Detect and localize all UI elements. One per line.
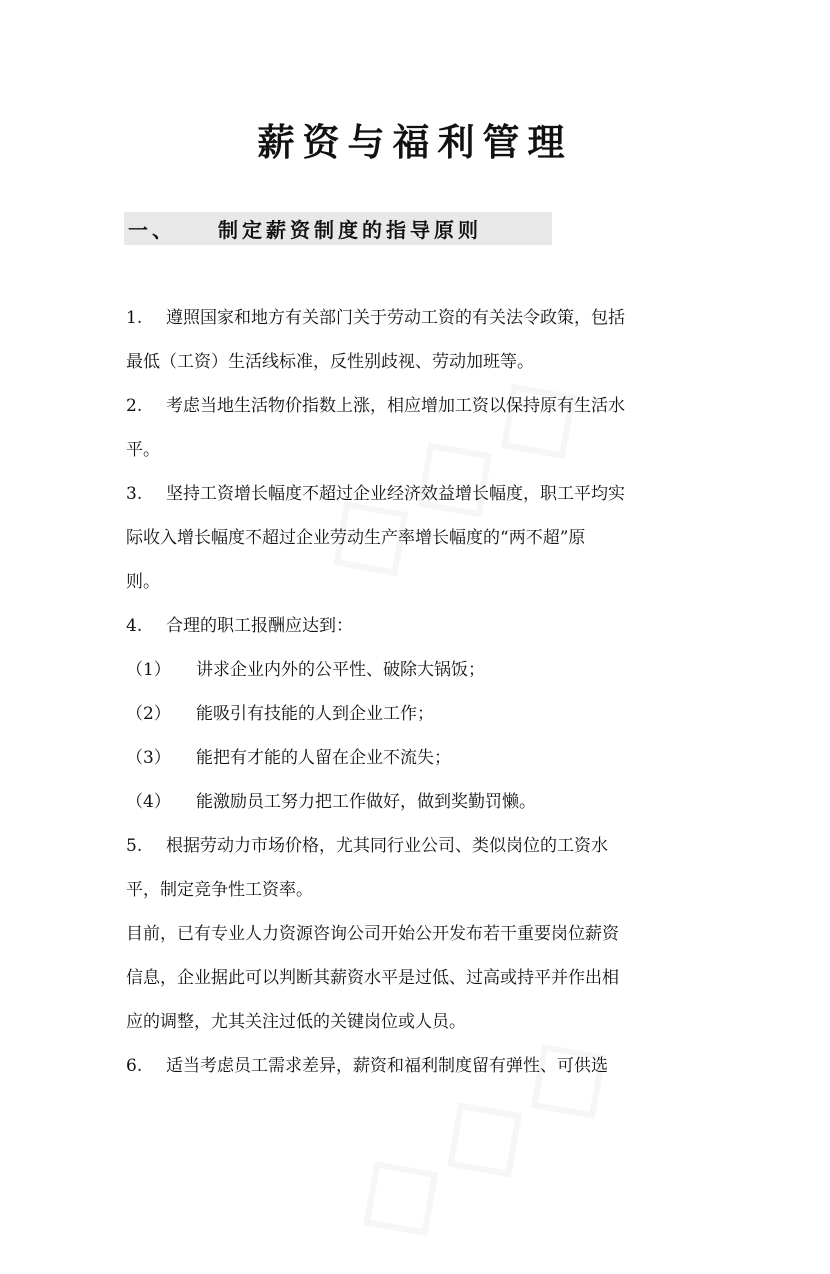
subitem-number: （1） bbox=[126, 660, 171, 680]
item-number: 6. bbox=[126, 1056, 143, 1076]
paragraph-line: 信息，企业据此可以判断其薪资水平是过低、过高或持平并作出相 bbox=[126, 968, 619, 988]
subitem-number: （2） bbox=[126, 704, 171, 724]
item-text: 坚持工资增长幅度不超过企业经济效益增长幅度，职工平均实 bbox=[166, 484, 625, 504]
list-item bbox=[126, 824, 696, 868]
item-number: 1. bbox=[126, 308, 143, 328]
list-item bbox=[126, 296, 696, 340]
list-item bbox=[126, 472, 696, 516]
subitem-text: 能吸引有技能的人到企业工作； bbox=[196, 704, 434, 724]
subitem-number: （3） bbox=[126, 748, 171, 768]
item-text: 合理的职工报酬应达到： bbox=[166, 616, 353, 636]
item-number: 2. bbox=[126, 396, 143, 416]
item-text: 根据劳动力市场价格，尤其同行业公司、类似岗位的工资水 bbox=[166, 836, 608, 856]
subitem-text: 能激励员工努力把工作做好，做到奖勤罚懒。 bbox=[196, 792, 536, 812]
document-body bbox=[126, 296, 696, 1088]
item-text: 遵照国家和地方有关部门关于劳动工资的有关法令政策，包括 bbox=[166, 308, 625, 328]
list-item bbox=[126, 384, 696, 428]
list-item bbox=[126, 1044, 696, 1088]
text-line: 则。 bbox=[126, 572, 160, 592]
subitem-text: 讲求企业内外的公平性、破除大锅饭； bbox=[196, 660, 485, 680]
item-number: 4. bbox=[126, 616, 143, 636]
subitem-text: 能把有才能的人留在企业不流失； bbox=[196, 748, 451, 768]
list-item bbox=[126, 604, 696, 648]
section-heading bbox=[124, 212, 552, 245]
item-text: 适当考虑员工需求差异，薪资和福利制度留有弹性、可供选 bbox=[166, 1056, 608, 1076]
page-title: 薪资与福利管理 bbox=[257, 121, 573, 164]
item-text: 考虑当地生活物价指数上涨，相应增加工资以保持原有生活水 bbox=[166, 396, 625, 416]
section-number: 一、 bbox=[128, 218, 176, 242]
section-heading-text: 制定薪资制度的指导原则 bbox=[218, 218, 482, 242]
subitem-number: （4） bbox=[126, 792, 171, 812]
paragraph-line: 应的调整，尤其关注过低的关键岗位或人员。 bbox=[126, 1012, 466, 1032]
item-number: 5. bbox=[126, 836, 143, 856]
text-line: 平，制定竞争性工资率。 bbox=[126, 880, 313, 900]
sub-item bbox=[126, 692, 696, 736]
text-line: 平。 bbox=[126, 440, 160, 460]
sub-item bbox=[126, 648, 696, 692]
sub-item bbox=[126, 736, 696, 780]
text-line: 最低（工资）生活线标准，反性别歧视、劳动加班等。 bbox=[126, 352, 534, 372]
item-number: 3. bbox=[126, 484, 143, 504]
text-line: 际收入增长幅度不超过企业劳动生产率增长幅度的“两不超”原 bbox=[126, 528, 586, 548]
paragraph-line: 目前，已有专业人力资源咨询公司开始公开发布若干重要岗位薪资 bbox=[126, 924, 619, 944]
sub-item bbox=[126, 780, 696, 824]
